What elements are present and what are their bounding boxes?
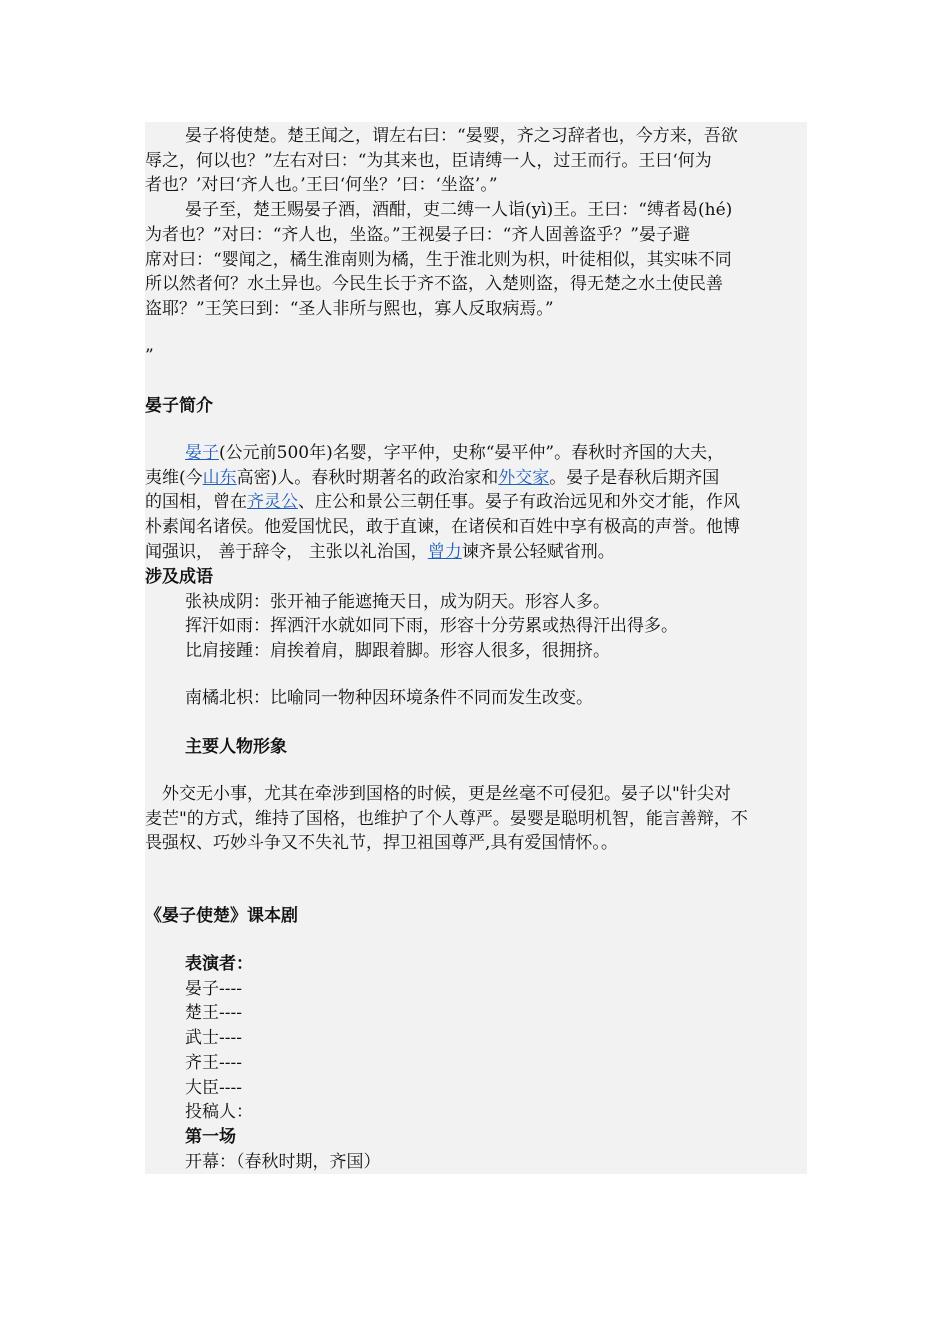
scene-heading: 第一场 (185, 1126, 236, 1147)
opening-line: 开幕：（春秋时期，齐国） (185, 1151, 381, 1172)
text-line: 所以然者何？水土异也。今民生长于齐不盗，入楚则盗，得无楚之水土使民善 (145, 274, 723, 295)
text-line: 的国相，曾在齐灵公、庄公和景公三朝任事。晏子有政治远见和外交才能，作风 (145, 492, 740, 513)
text-line: 麦芒"的方式，维持了国格，也维护了个人尊严。晏婴是聪明机智，能言善辩，不 (145, 808, 748, 829)
intro-heading: 晏子简介 (145, 396, 213, 416)
cast-item: 楚王---- (185, 1003, 242, 1024)
link-qi-linggong[interactable]: 齐灵公 (247, 492, 298, 513)
cast-heading: 表演者： (185, 954, 253, 974)
play-heading: 《晏子使楚》课本剧 (145, 906, 298, 926)
link-shandong[interactable]: 山东 (202, 467, 237, 488)
text-line: 者也？’对曰‘齐人也。’王曰‘何坐？’曰：‘坐盗’。” (145, 175, 498, 196)
cast-item: 齐王---- (185, 1052, 242, 1073)
idiom-item: 南橘北枳：比喻同一物种因环境条件不同而发生改变。 (185, 688, 593, 708)
idiom-item: 挥汗如雨：挥洒汗水就如同下雨，形容十分劳累或热得汗出得多。 (185, 616, 678, 637)
link-diplomat[interactable]: 外交家 (498, 467, 550, 488)
text-line: 晏子(公元前500年)名婴，字平仲，史称“晏平仲”。春秋时齐国的大夫， (185, 443, 725, 463)
text-line: 朴素闻名诸侯。他爱国忧民，敢于直谏，在诸侯和百姓中享有极高的声誉。他博 (145, 517, 740, 538)
text-line: 闻强识， 善于辞令， 主张以礼治国，曾力谏齐景公轻赋省刑。 (145, 541, 615, 562)
cast-item: 晏子---- (185, 978, 242, 999)
text-line: 辱之，何以也？”左右对曰：“为其来也，臣请缚一人，过王而行。王曰‘何为 (145, 150, 712, 171)
cast-item: 武士---- (185, 1028, 242, 1049)
cast-item: 大臣---- (185, 1077, 242, 1098)
link-zengli[interactable]: 曾力 (427, 541, 462, 562)
text-line: 晏子将使楚。楚王闻之，谓左右曰：“晏婴，齐之习辞者也，今方来，吾欲 (185, 126, 738, 146)
text-line: 畏强权、巧妙斗争又不失礼节，捍卫祖国尊严,具有爱国情怀。。 (145, 833, 618, 854)
text-line: 外交无小事，尤其在牵涉到国格的时候，更是丝毫不可侵犯。晏子以"针尖对 (162, 784, 731, 804)
link-yanzi[interactable]: 晏子 (185, 443, 219, 463)
text-line: 为者也？”对曰：“齐人也，坐盗。”王视晏子曰：“齐人固善盗乎？”晏子避 (145, 224, 690, 245)
idiom-item: 张袂成阴：张开袖子能遮掩天日，成为阴天。形容人多。 (185, 591, 610, 612)
idiom-item: 比肩接踵：肩挨着肩，脚跟着脚。形容人很多，很拥挤。 (185, 641, 610, 662)
character-heading: 主要人物形象 (185, 737, 287, 757)
idioms-heading: 涉及成语 (145, 567, 213, 587)
stray-quote: ” (145, 346, 154, 366)
text-line: 席对曰：“婴闻之，橘生淮南则为橘，生于淮北则为枳，叶徒相似，其实味不同 (145, 249, 732, 270)
document-page (145, 122, 807, 1174)
contributor-label: 投稿人： (185, 1102, 253, 1123)
text-line: 盗耶？”王笑曰到：“圣人非所与熙也，寡人反取病焉。” (145, 298, 554, 319)
text-line: 晏子至，楚王赐晏子酒，酒酣，吏二缚一人诣(yì)王。王曰：“缚者曷(hé) (185, 200, 733, 221)
text-line: 夷维(今山东高密)人。春秋时期著名的政治家和外交家。晏子是春秋后期齐国 (145, 467, 720, 488)
